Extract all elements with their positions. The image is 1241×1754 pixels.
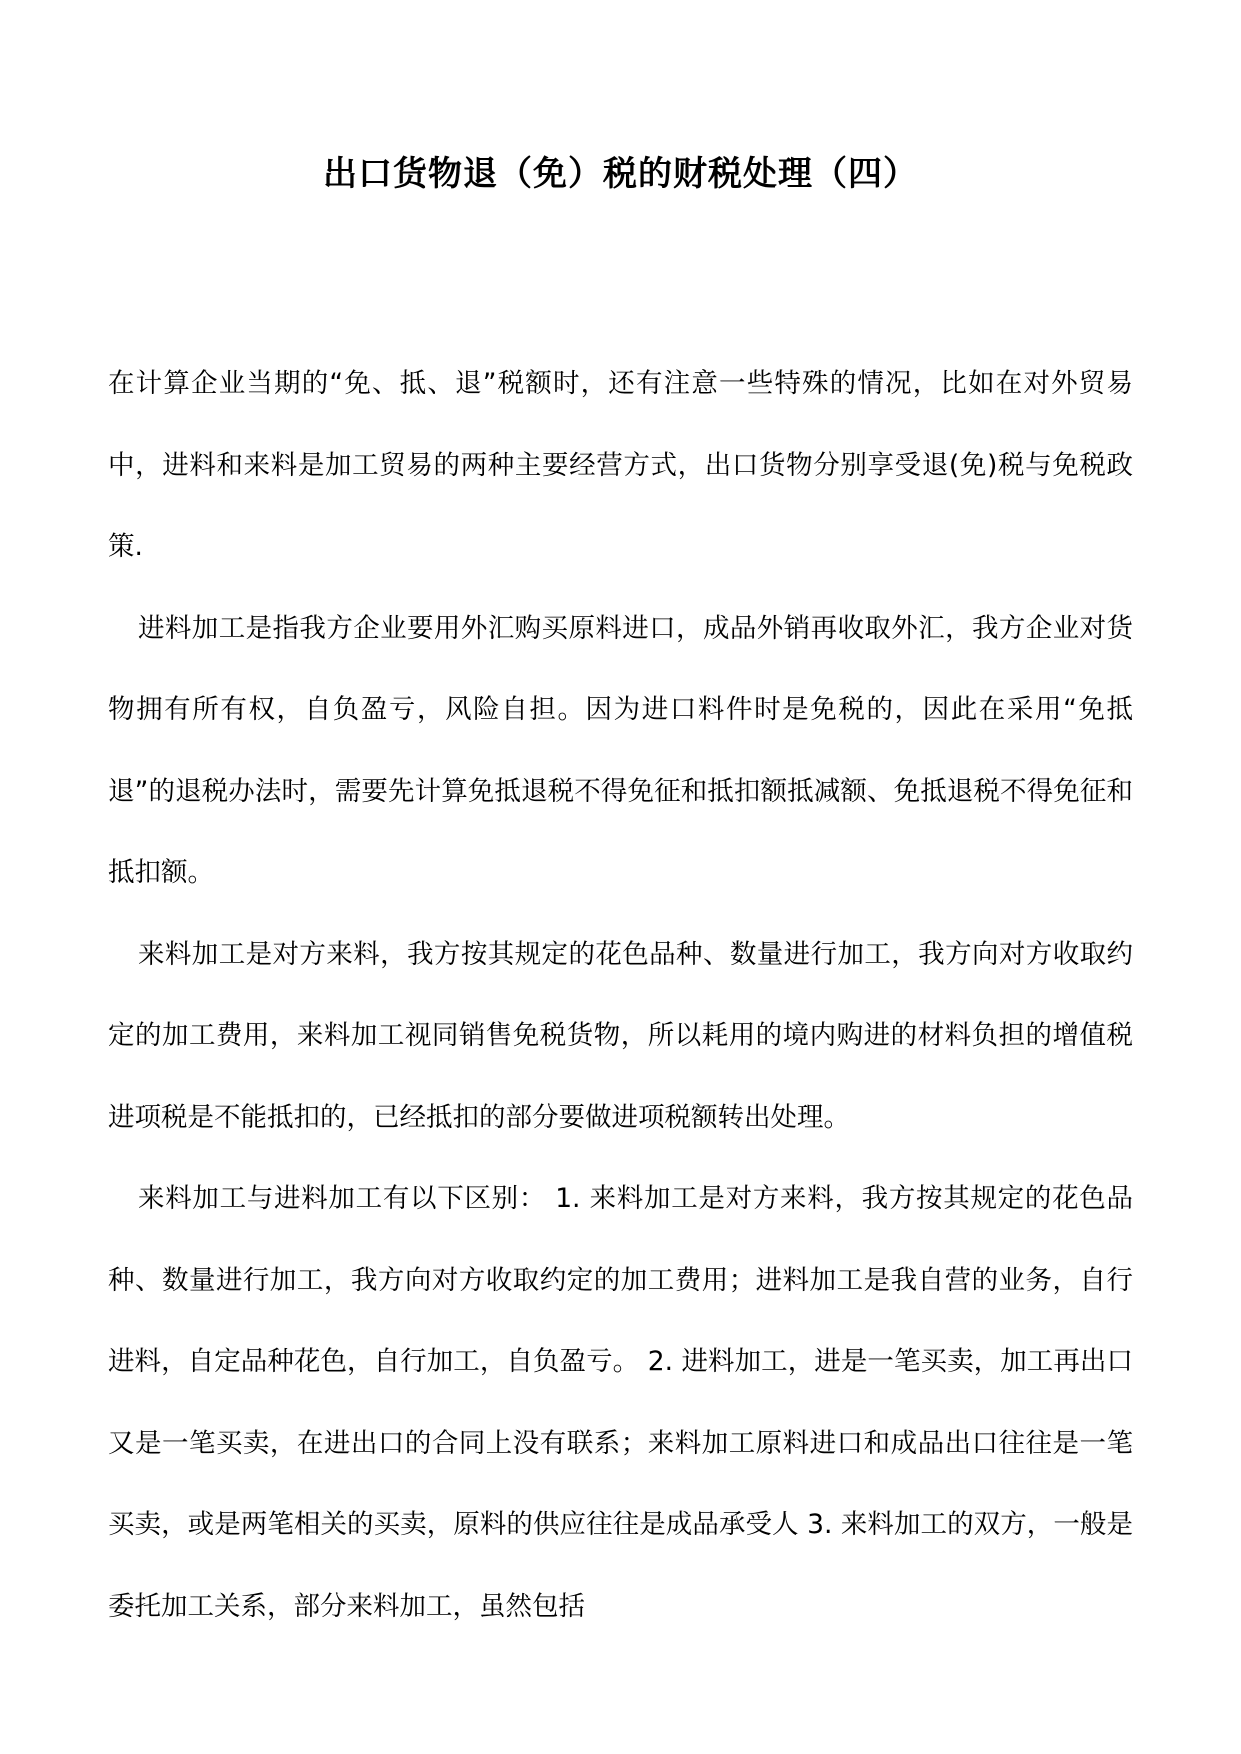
document-body [108, 343, 1133, 1647]
paragraph-processing-with-supplied-materials: 来料加工是对方来料，我方按其规定的花色品种、数量进行加工，我方向对方收取约定的加工费用，来料加工视同销售免税货物，所以耗用的境内购进的材料负担的增值税进项税是不能抵扣的，已经抵扣的部分要做进项税额转出处理。 [108, 938, 1133, 1133]
paragraph-differences: 来料加工与进料加工有以下区别： 1. 来料加工是对方来料，我方按其规定的花色品种、数量进行加工，我方向对方收取约定的加工费用；进料加工是我自营的业务，自行进料，自定品种花色，自行加工，自负盈亏。 2. 进料加工，进是一笔买卖，加工再出口又是一笔买卖，在进出口的合同上没有联系；来料加工原料进口和成品出口往往是一笔买卖，或是两笔相关的买卖，原料的供应往往是成品承受人 3. 来料加工的双方，一般是委托加工关系，部分来料加工，虽然包括 [108, 1183, 1133, 1622]
paragraph-processing-with-imported-materials: 进料加工是指我方企业要用外汇购买原料进口，成品外销再收取外汇，我方企业对货物拥有所有权，自负盈亏，风险自担。因为进口料件时是免税的，因此在采用“免抵退”的退税办法时，需要先计算免抵退税不得免征和抵扣额抵减额、免抵退税不得免征和抵扣额。 [108, 612, 1133, 888]
paragraph-intro: 在计算企业当期的“免、抵、退”税额时，还有注意一些特殊的情况，比如在对外贸易中，进料和来料是加工贸易的两种主要经营方式，出口货物分别享受退(免)税与免税政策. [108, 368, 1133, 562]
document-title: 出口货物退（免）税的财税处理（四） [323, 154, 918, 194]
